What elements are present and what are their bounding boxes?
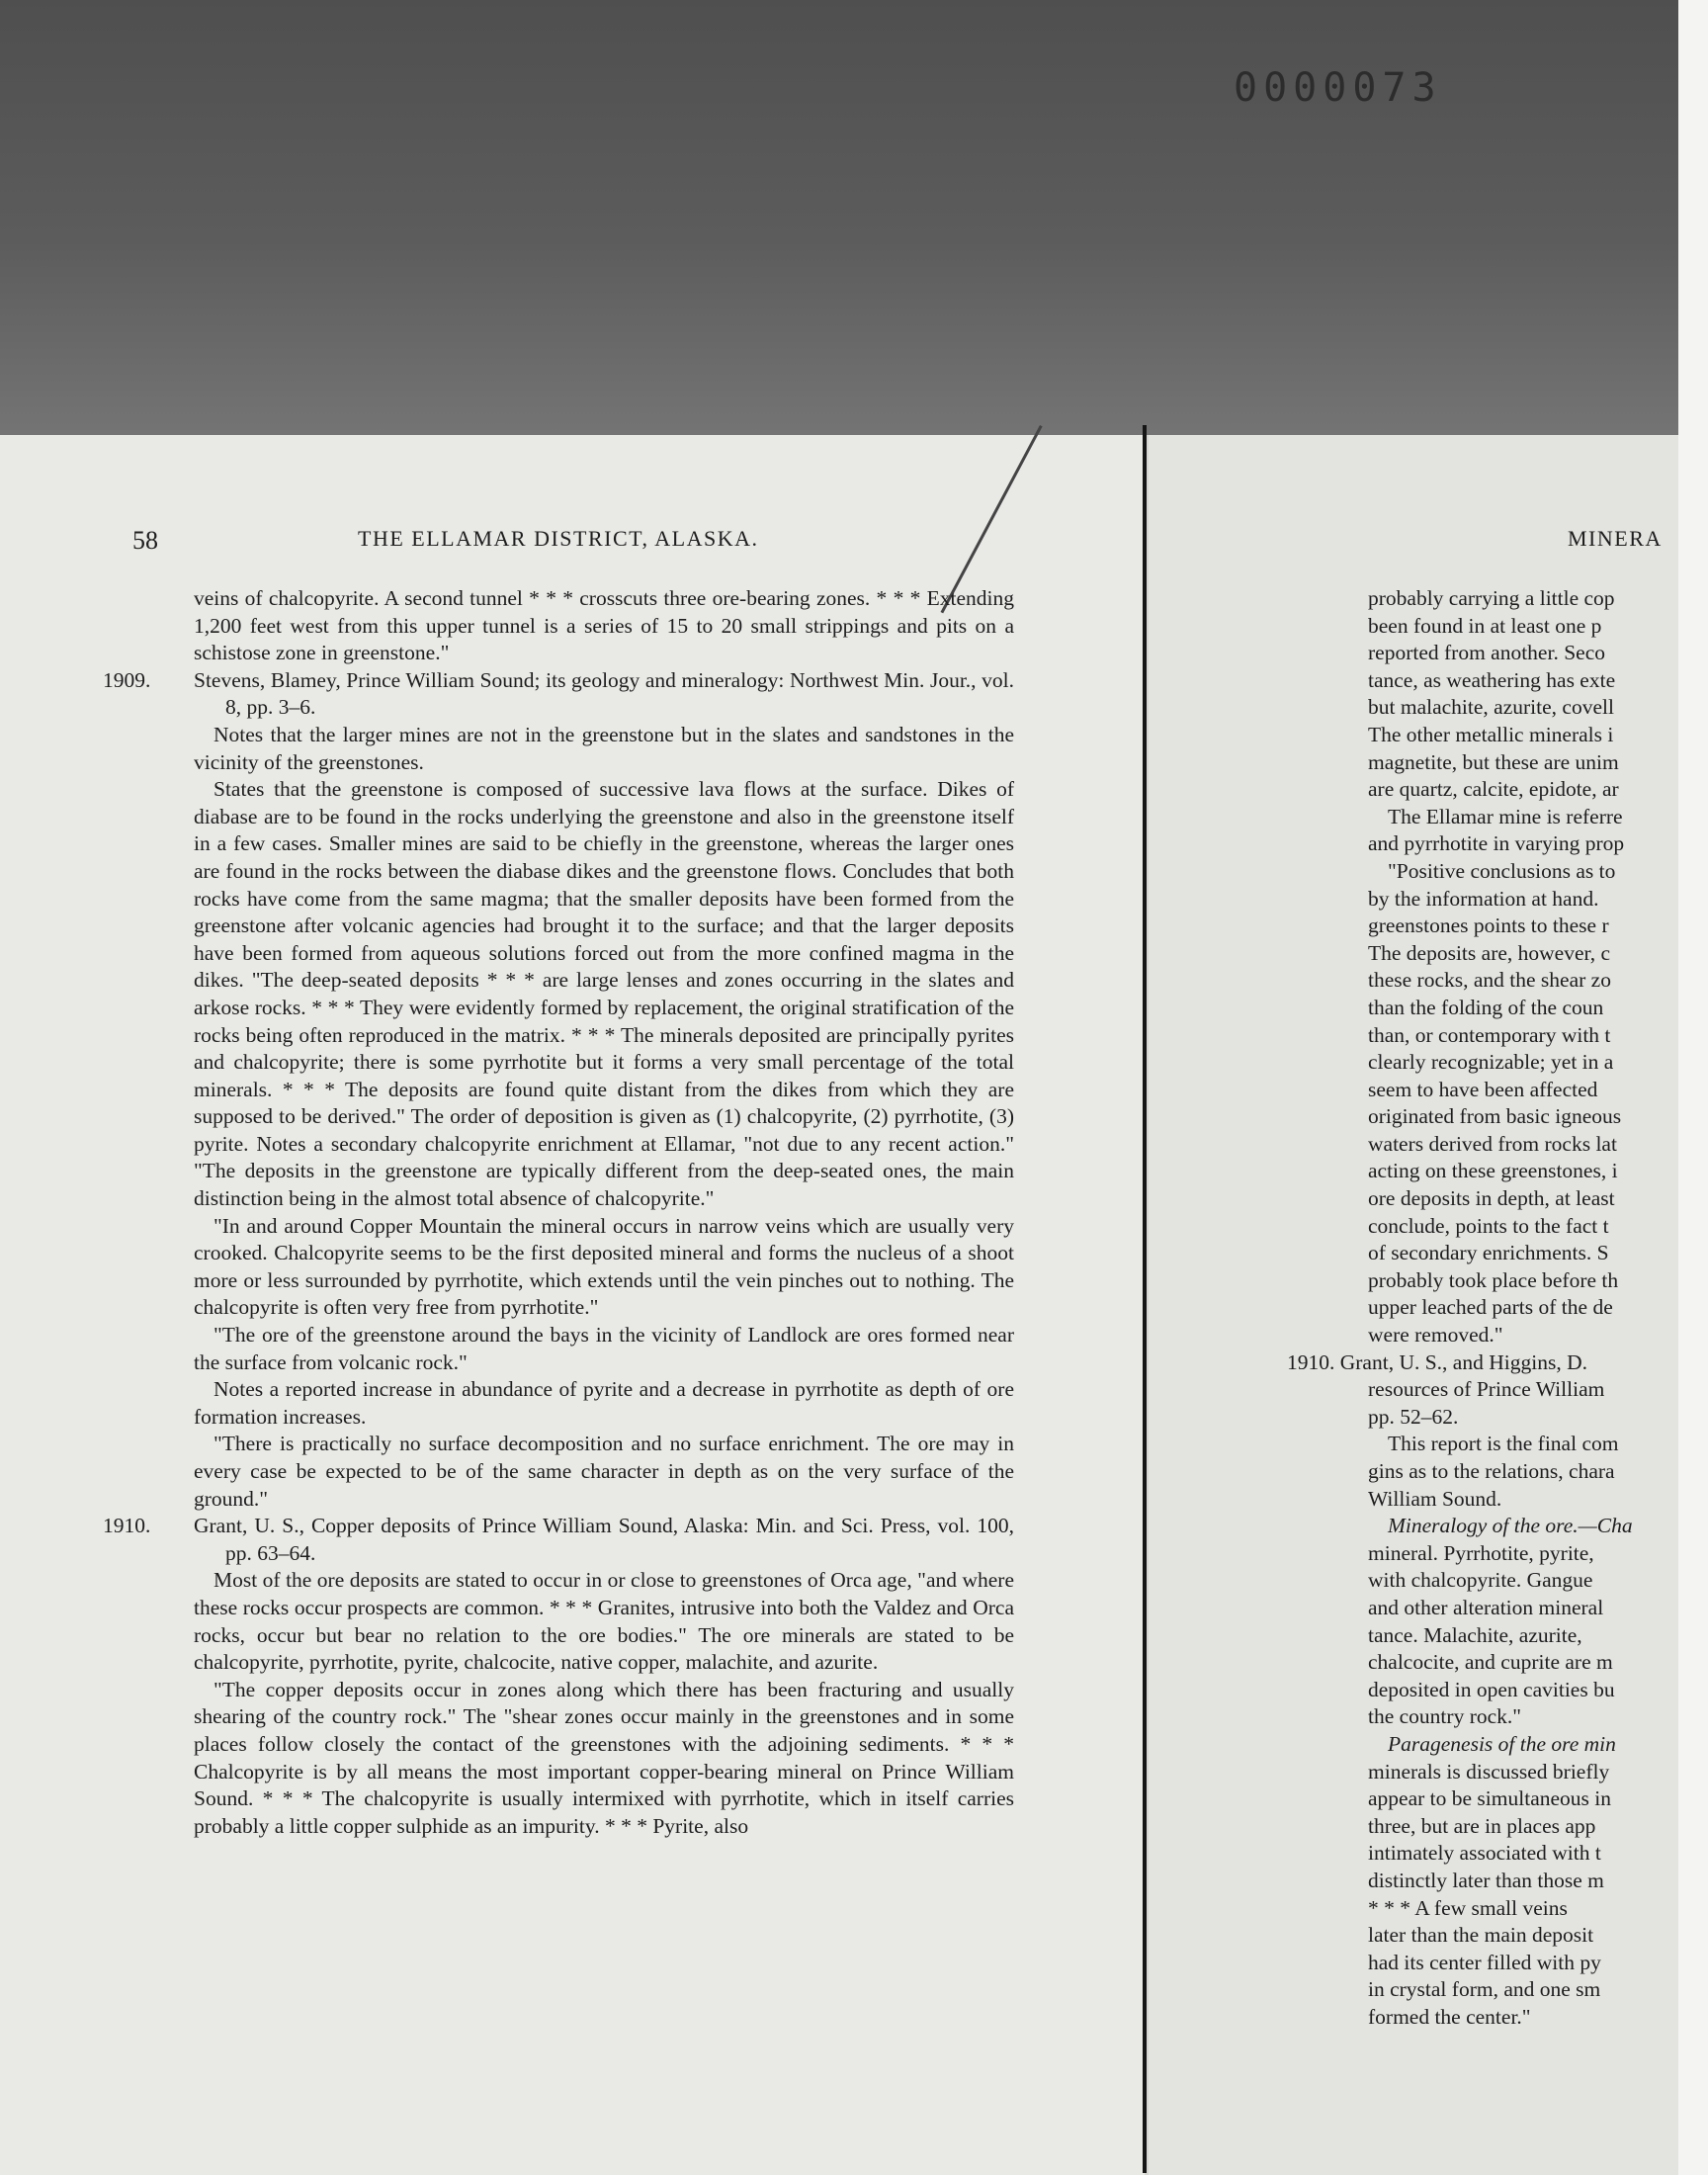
facing-page-line: Mineralogy of the ore.—Cha xyxy=(1388,1514,1633,1538)
facing-page-line: distinctly later than those m xyxy=(1368,1868,1604,1892)
facing-page-line: probably carrying a little cop xyxy=(1368,586,1615,610)
facing-page-line: gins as to the relations, chara xyxy=(1368,1459,1615,1483)
entry-citation: Stevens, Blamey, Prince William Sound; its geology and mineralogy: Northwest Min. Jour., vol. 8, pp. 3–6. xyxy=(194,667,1014,720)
left-text-column xyxy=(103,585,1014,1840)
facing-page-line: are quartz, calcite, epidote, ar xyxy=(1368,777,1619,802)
facing-page-line: been found in at least one p xyxy=(1368,613,1602,638)
facing-page-line: mineral. Pyrrhotite, pyrite, xyxy=(1368,1540,1594,1565)
facing-page-line: conclude, points to the fact t xyxy=(1368,1213,1609,1238)
facing-page-line: were removed." xyxy=(1368,1323,1503,1348)
body-paragraph: States that the greenstone is composed of successive lava flows at the surface. Dikes of diabase are to be found in the rocks underlying the greenstone and also in the greenstone itself in a few cases. Smaller mines are said to be chiefly in the greenstone, whereas the larger ones are found in the rocks between the diabase dikes and the greenstone flows. Concludes that both rocks have come from the same magma; that the smaller deposits have been formed from the greenstone after volcanic agencies had brought it to the surface; and that the larger deposits have been formed from aqueous solutions forced out from the more confined magma in the dikes. "The deep-seated deposits * * * are large lenses and zones occurring in the slates and arkose rocks. * * * They were evidently formed by replacement, the original stratification of the rocks being often reproduced in the matrix. * * * The minerals deposited are principally pyrites and chalcopyrite; there is some pyrrhotite but it forms a very small percentage of the total minerals. * * * The deposits are found quite distant from the dikes from which they are supposed to be derived." The order of deposition is given as (1) chalcopyrite, (2) pyrrhotite, (3) pyrite. Notes a secondary chalcopyrite enrichment at Ellamar, "not due to any recent action." "The deposits in the greenstone are typically different from the deep-seated ones, the main distinction being in the almost total absence of chalcopyrite." xyxy=(194,777,1014,1211)
facing-page-line: The Ellamar mine is referre xyxy=(1388,804,1623,828)
facing-page-line: magnetite, but these are unim xyxy=(1368,749,1619,774)
facing-page-line: deposited in open cavities bu xyxy=(1368,1677,1615,1701)
document-stamp-number: 0000073 xyxy=(1234,65,1442,111)
entry-citation: Grant, U. S., Copper deposits of Prince William Sound, Alaska: Min. and Sci. Press, vol. 100, pp. 63–64. xyxy=(194,1514,1014,1565)
entry-year: 1910. xyxy=(103,1514,151,1538)
body-paragraph: "There is practically no surface decomposition and no surface enrichment. The ore may in every case be expected to be of the same character in depth as on the very surface of the ground." xyxy=(194,1432,1014,1511)
facing-page-line: * * * A few small veins xyxy=(1368,1895,1568,1920)
facing-page-line: waters derived from rocks lat xyxy=(1368,1131,1617,1156)
page-number: 58 xyxy=(132,526,158,555)
entry-year: 1909. xyxy=(103,667,151,692)
facing-page-line: tance, as weathering has exte xyxy=(1368,667,1616,692)
facing-page-line: had its center filled with py xyxy=(1368,1950,1601,1974)
facing-page-line: than the folding of the coun xyxy=(1368,995,1604,1019)
running-head: THE ELLAMAR DISTRICT, ALASKA. xyxy=(358,526,759,551)
facing-page-line: probably took place before th xyxy=(1368,1267,1619,1292)
facing-page-line: 1910. Grant, U. S., and Higgins, D. xyxy=(1287,1349,1587,1374)
continued-text: veins of chalcopyrite. A second tunnel * * * crosscuts three ore-bearing zones. * * * Extending 1,200 feet west from this upper tunnel is a series of 15 to 20 small strippings and pits on a schistose zone in greenstone." xyxy=(194,586,1014,665)
facing-page-line: clearly recognizable; yet in a xyxy=(1368,1050,1614,1075)
facing-page-line: the country rock." xyxy=(1368,1704,1522,1729)
facing-page-line: This report is the final com xyxy=(1388,1432,1619,1456)
body-paragraph: Notes that the larger mines are not in the greenstone but in the slates and sandstones in the vicinity of the greenstones. xyxy=(194,722,1014,774)
facing-page-line: upper leached parts of the de xyxy=(1368,1295,1613,1320)
body-paragraph: "The ore of the greenstone around the bays in the vicinity of Landlock are ores formed near the surface from volcanic rock." xyxy=(194,1323,1014,1374)
facing-page-line: appear to be simultaneous in xyxy=(1368,1786,1611,1811)
body-paragraph: Notes a reported increase in abundance of pyrite and a decrease in pyrrhotite as depth of ore formation increases. xyxy=(194,1377,1014,1429)
body-paragraph: "The copper deposits occur in zones along which there has been fracturing and usually shearing of the country rock." The "shear zones occur mainly in the greenstones and in some places follow closely the contact of the greenstones with the adjoining sediments. * * * Chalcopyrite is by all means the most important copper-bearing mineral on Prince William Sound. * * * The chalcopyrite is usually intermixed with pyrrhotite, which in itself carries probably a little copper sulphide as an impurity. * * * Pyrite, also xyxy=(194,1677,1014,1838)
facing-page-line: these rocks, and the shear zo xyxy=(1368,968,1611,993)
facing-page-line: formed the center." xyxy=(1368,2004,1531,2029)
bibliography-entry xyxy=(103,667,1014,722)
facing-page-line: The other metallic minerals i xyxy=(1368,722,1614,746)
facing-page-line: in crystal form, and one sm xyxy=(1368,1977,1601,2002)
facing-page-line: later than the main deposit xyxy=(1368,1923,1594,1948)
facing-page-line: Paragenesis of the ore min xyxy=(1388,1731,1616,1756)
facing-page-line: minerals is discussed briefly xyxy=(1368,1759,1610,1784)
facing-page-line: William Sound. xyxy=(1368,1486,1502,1511)
facing-page-line: intimately associated with t xyxy=(1368,1841,1601,1866)
facing-page-line: pp. 52–62. xyxy=(1368,1404,1459,1429)
body-paragraph: Most of the ore deposits are stated to occur in or close to greenstones of Orca age, "and where these rocks occur prospects are common. * * * Granites, intrusive into both the Valdez and Orca rocks, occur but bear no relation to the ore bodies." The ore minerals are stated to be chalcopyrite, pyrrhotite, pyrite, chalcocite, native copper, malachite, and azurite. xyxy=(194,1568,1014,1675)
facing-page-line: tance. Malachite, azurite, xyxy=(1368,1622,1582,1647)
facing-page-line: reported from another. Seco xyxy=(1368,641,1605,665)
facing-page-line: resources of Prince William xyxy=(1368,1377,1605,1402)
facing-page-line: by the information at hand. xyxy=(1368,886,1599,911)
facing-page-line: with chalcopyrite. Gangue xyxy=(1368,1568,1593,1593)
bibliography-entry xyxy=(103,1513,1014,1567)
facing-page-line: three, but are in places app xyxy=(1368,1813,1596,1838)
facing-page-line: chalcocite, and cuprite are m xyxy=(1368,1650,1613,1675)
facing-page-line: The deposits are, however, c xyxy=(1368,940,1611,965)
facing-page-line: but malachite, azurite, covell xyxy=(1368,695,1614,720)
page-fold-line xyxy=(1143,425,1147,2173)
body-paragraph: "In and around Copper Mountain the mineral occurs in narrow veins which are usually very crooked. Chalcopyrite seems to be the first deposited mineral and forms the nucleus of a shoot more or less surrounded by pyrrhotite, which extends until the vein pinches out to nothing. The chalcopyrite is often very free from pyrrhotite." xyxy=(194,1213,1014,1320)
facing-page-line: than, or contemporary with t xyxy=(1368,1022,1611,1047)
facing-page-line: and pyrrhotite in varying prop xyxy=(1368,831,1625,856)
facing-page-line: ore deposits in depth, at least xyxy=(1368,1186,1615,1211)
facing-page-line: originated from basic igneous xyxy=(1368,1104,1622,1129)
facing-page-line: greenstones points to these r xyxy=(1368,914,1609,938)
facing-page-line: acting on these greenstones, i xyxy=(1368,1159,1618,1183)
facing-page-line: seem to have been affected xyxy=(1368,1077,1598,1101)
right-text-column xyxy=(1287,585,1704,2031)
facing-page-line: of secondary enrichments. S xyxy=(1368,1241,1609,1265)
facing-running-head: MINERA xyxy=(1568,526,1663,551)
facing-page-line: "Positive conclusions as to xyxy=(1388,858,1616,883)
facing-page-line: and other alteration mineral xyxy=(1368,1595,1604,1619)
